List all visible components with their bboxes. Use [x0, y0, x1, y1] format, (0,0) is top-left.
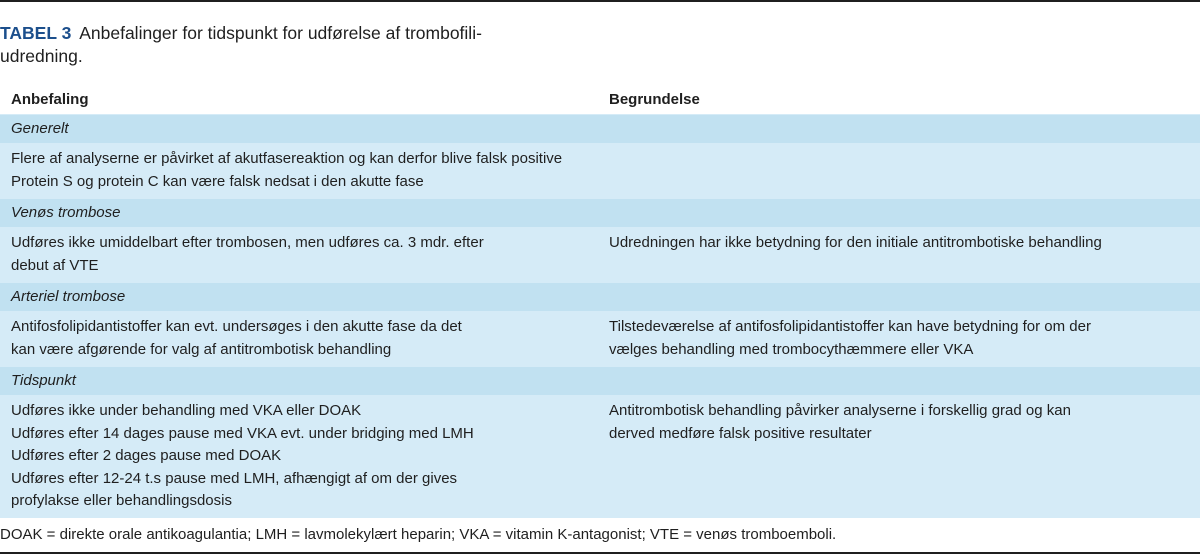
- text-line: Udføres ikke umiddelbart efter trombosen, men udføres ca. 3 mdr. efter: [11, 234, 484, 251]
- table-title-line2: udredning.: [0, 46, 83, 66]
- bottom-rule: [0, 552, 1200, 554]
- text-line: Antifosfolipidantistoffer kan evt. undersøges i den akutte fase da det: [11, 318, 462, 335]
- text-line: Antitrombotisk behandling påvirker analyserne i forskellig grad og kan: [609, 402, 1071, 419]
- text-line: Udføres efter 12-24 t.s pause med LMH, afhængigt af om der gives: [11, 469, 458, 487]
- venoes-rationale: [609, 232, 1194, 255]
- column-header-anbefaling: Anbefaling: [11, 91, 89, 108]
- text-line: debut af VTE: [11, 256, 99, 274]
- text-line: Flere af analyserne er påvirket af akutfasereaktion og kan derfor blive falsk positive: [11, 150, 563, 167]
- tidspunkt-rationale: [609, 400, 1194, 445]
- section-header-generelt: [0, 115, 1200, 143]
- column-header-begrundelse: Begrundelse: [609, 91, 700, 108]
- text-line: vælges behandling med trombocythæmmere eller VKA: [609, 340, 974, 358]
- table-label: TABEL 3: [0, 23, 72, 43]
- table-caption: [0, 22, 640, 68]
- text-line: Udføres efter 14 dages pause med VKA evt. under bridging med LMH: [11, 424, 474, 442]
- section-header-venoes-trombose: [0, 199, 1200, 227]
- section-title: Venøs trombose: [11, 204, 121, 221]
- text-line: Udføres ikke under behandling med VKA eller DOAK: [11, 402, 362, 419]
- section-header-tidspunkt: [0, 367, 1200, 395]
- section-title: Tidspunkt: [11, 372, 76, 389]
- section-title: Generelt: [11, 120, 69, 137]
- text-line: profylakse eller behandlingsdosis: [11, 492, 232, 509]
- text-line: Protein S og protein C kan være falsk nedsat i den akutte fase: [11, 172, 424, 190]
- table-footnote: DOAK = direkte orale antikoagulantia; LMH = lavmolekylært heparin; VKA = vitamin K-antagonist; VTE = venøs tromboemboli.: [0, 526, 837, 543]
- venoes-recommendation: [11, 232, 591, 277]
- text-line: kan være afgørende for valg af antitrombotisk behandling: [11, 340, 392, 358]
- section-generelt-text: [11, 148, 1181, 193]
- section-header-arteriel-trombose: [0, 283, 1200, 311]
- arteriel-recommendation: [11, 316, 591, 361]
- table-header-row: [0, 84, 1200, 114]
- tidspunkt-recommendation: [11, 400, 591, 513]
- text-line: Udføres efter 2 dages pause med DOAK: [11, 447, 282, 464]
- text-line: Tilstedeværelse af antifosfolipidantistoffer kan have betydning for om der: [609, 318, 1091, 335]
- section-title: Arteriel trombose: [11, 288, 126, 305]
- text-line: derved medføre falsk positive resultater: [609, 424, 872, 442]
- top-rule: [0, 0, 1200, 2]
- table-title-line1: Anbefalinger for tidspunkt for udførelse af trombofili-: [79, 23, 482, 43]
- text-line: Udredningen har ikke betydning for den initiale antitrombotiske behandling: [609, 234, 1102, 251]
- arteriel-rationale: [609, 316, 1194, 361]
